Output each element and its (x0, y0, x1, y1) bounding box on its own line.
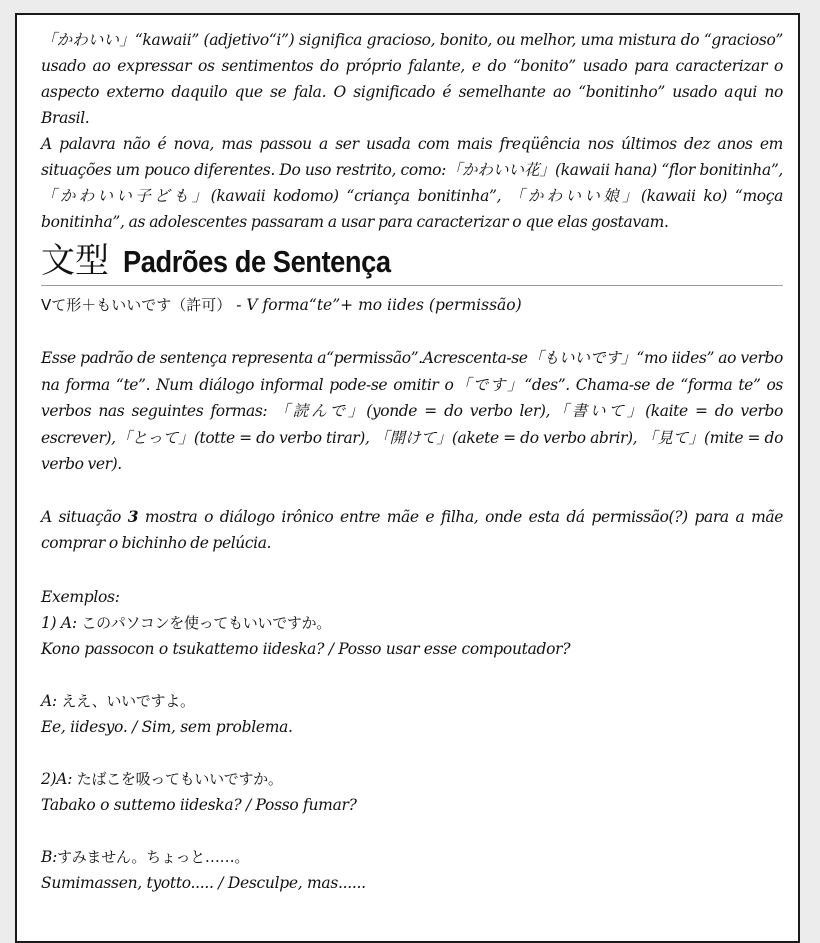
example-line (41, 844, 783, 870)
situation-number: 3 (127, 506, 139, 526)
example-prefix: 2)A: (41, 769, 77, 788)
intro-section (41, 27, 783, 235)
example-translation: Sumimassen, tyotto..... / Desculpe, mas...... (41, 873, 366, 892)
example-translation: Tabako o suttemo iideska? / Posso fumar? (41, 795, 357, 814)
example-item (41, 688, 783, 740)
section-title: Padrões de Sentença (123, 244, 391, 279)
example-prefix: A: (41, 691, 62, 710)
explanation-paragraph: Esse padrão de sentença representa a“permissão”.Acrescenta-se「もいいです」“mo iides” ao verbo na forma “te”. Num diálogo informal pode-se omitir o「です」“des”. Chama-se de “forma te” os verbos nas seguintes formas: 「読んで」(yonde = do verbo ler),「書いて」(kaite = do verbo escrever),「とって」(totte = do verbo tirar), 「開けて」(akete = do verbo abrir), 「見て」(mite = do verbo ver). (41, 349, 783, 473)
sentence-pattern (41, 292, 783, 318)
example-japanese: ええ、いいですよ。 (61, 691, 195, 710)
examples-section (41, 584, 783, 896)
example-japanese: すみません。ちょっと……。 (57, 847, 250, 866)
example-line (41, 688, 783, 714)
example-item (41, 844, 783, 896)
section-kanji: 文型 (41, 241, 109, 281)
intro-paragraph-2: A palavra não é nova, mas passou a ser usada com mais freqüência nos últimos dez anos em situações um pouco diferentes. Do uso restrito, como:「かわいい花」(kawaii hana) “flor bonitinha”,「かわいい子ども」(kawaii kodomo) “criança bonitinha”, 「かわいい娘」(kawaii ko) “moça bonitinha”, as adolescentes passaram a usar para caracterizar o que elas gostavam. (41, 135, 783, 231)
pattern-japanese: Vて形＋もいいです（許可） (41, 296, 232, 314)
example-line (41, 766, 783, 792)
example-translation: Ee, iidesyo. / Sim, sem problema. (41, 717, 293, 736)
section-header (41, 241, 783, 286)
example-translation: Kono passocon o tsukattemo iideska? / Posso usar esse compoutador? (41, 639, 571, 658)
situation-paragraph (41, 504, 783, 557)
situation-text-post: mostra o diálogo irônico entre mãe e filha, onde esta dá permissão(?) para a mãe comprar o bichinho de pelúcia. (41, 507, 783, 552)
situation-text-pre: A situação (41, 507, 128, 526)
example-japanese: たばこを吸ってもいいですか。 (76, 769, 283, 788)
pattern-portuguese: - V forma“te”+ mo iides (permissão) (236, 296, 522, 314)
example-prefix: B: (41, 847, 58, 866)
example-prefix: 1) A: (41, 613, 82, 632)
example-japanese: このパソコンを使ってもいいですか。 (81, 613, 331, 632)
page-content (41, 27, 783, 896)
example-line (41, 610, 783, 636)
example-item (41, 610, 783, 662)
example-item (41, 766, 783, 818)
explanation-section (41, 345, 783, 557)
examples-label: Exemplos: (41, 587, 120, 606)
intro-paragraph-1: 「かわいい」“kawaii” (adjetivo“i”) significa gracioso, bonito, ou melhor, uma mistura do “gracioso” usado ao expressar os sentimentos do próprio falante, e do “bonito” usado para caracterizar o aspecto externo daquilo que se fala. O significado é semelhante ao “bonitinho” usado aqui no Brasil. (41, 31, 783, 127)
document-page (15, 13, 800, 943)
